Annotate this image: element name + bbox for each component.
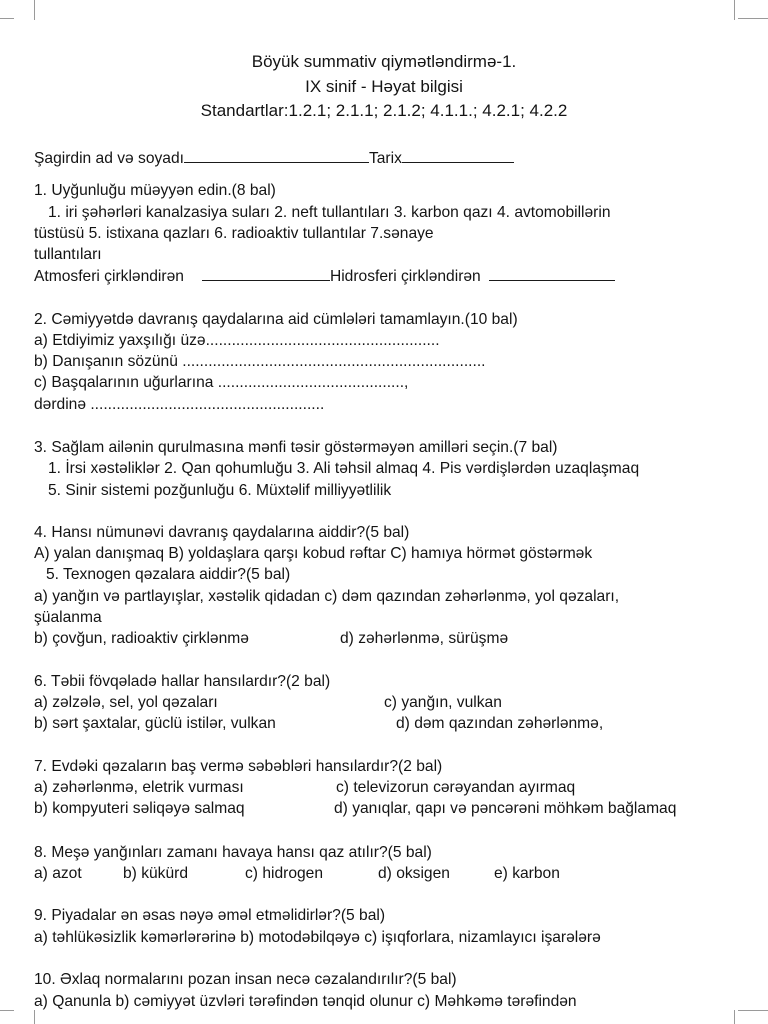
q2-item-c: c) Başqalarının uğurlarına ...........................................,: [34, 374, 409, 391]
q6-title: 6. Təbii fövqəladə hallar hansılardır?(2 bal): [34, 673, 331, 690]
corner-mark: [738, 18, 768, 19]
q8-title: 8. Meşə yanğınları zamanı havaya hansı qaz atılır?(5 bal): [34, 844, 432, 861]
q6-option-b: b) sərt şaxtalar, güclü istilər, vulkan: [34, 715, 276, 732]
q9-title: 9. Piyadalar ən əsas nəyə əməl etməlidirlər?(5 bal): [34, 907, 386, 924]
name-label: Şagirdin ad və soyadı: [34, 150, 184, 167]
q6-option-a: a) zəlzələ, sel, yol qəzaları: [34, 694, 218, 711]
q9-options: a) təhlükəsizlik kəmərlərərinə b) motodəbilqəyə c) işıqforlara, nizamlayıcı işarələrə: [34, 929, 601, 946]
q2-title: 2. Cəmiyyətdə davranış qaydalarına aid cümlələri tamamlayın.(10 bal): [34, 311, 518, 328]
q3-title: 3. Sağlam ailənin qurulmasına mənfi təsir göstərməyən amilləri seçin.(7 bal): [34, 439, 558, 456]
corner-mark: [34, 0, 35, 20]
q5-title: 5. Texnogen qəzalara aiddir?(5 bal): [46, 566, 291, 583]
q8-option: e) karbon: [494, 865, 560, 882]
atmosphere-label: Atmosferi çirkləndirən: [34, 268, 184, 285]
q4-options: A) yalan danışmaq B) yoldaşlara qarşı kobud rəftar C) hamıya hörmət göstərmək: [34, 545, 593, 562]
q2-item-a: a) Etdiyimiz yaxşılığı üzə......................................................: [34, 332, 440, 349]
q7-option-d: d) yanıqlar, qapı və pəncərəni möhkəm bağlamaq: [334, 800, 677, 817]
q5-option-d: d) zəhərlənmə, sürüşmə: [340, 630, 509, 647]
q1-items-line2: tüstüsü 5. istixana qazları 6. radioaktiv tullantılar 7.sənaye: [34, 225, 434, 242]
name-blank[interactable]: [184, 148, 369, 163]
q7-title: 7. Evdəki qəzaların baş vermə səbəbləri hansılardır?(2 bal): [34, 758, 443, 775]
q7-option-b: b) kompyuteri səliqəyə salmaq: [34, 800, 245, 817]
q4-title: 4. Hansı nümunəvi davranış qaydalarına aiddir?(5 bal): [34, 524, 410, 541]
q8-option: b) kükürd: [123, 865, 189, 882]
q1-title: 1. Uyğunluğu müəyyən edin.(8 bal): [34, 182, 276, 199]
q10-title: 10. Əxlaq normalarını pozan insan necə cəzalandırılır?(5 bal): [34, 971, 457, 988]
corner-mark: [0, 18, 14, 19]
q6-option-c: c) yanğın, vulkan: [384, 694, 502, 711]
q8-option: d) oksigen: [378, 865, 450, 882]
q1-items-line1: 1. iri şəhərləri kanalzasiya suları 2. neft tullantıları 3. karbon qazı 4. avtomobillərin: [48, 204, 611, 221]
q5-options-line2: şüalanma: [34, 609, 102, 626]
q3-options-line1: 1. İrsi xəstəliklər 2. Qan qohumluğu 3. Ali təhsil almaq 4. Pis vərdişlərdən uzaqlaşmaq: [48, 460, 640, 477]
q3-options-line2: 5. Sinir sistemi pozğunluğu 6. Müxtəlif milliyyətlilik: [48, 482, 392, 499]
q2-item-d: dərdinə ......................................................: [34, 396, 325, 413]
doc-standards: Standartlar:1.2.1; 2.1.1; 2.1.2; 4.1.1.; 4.2.1; 4.2.2: [200, 101, 568, 120]
q5-options-line1: a) yanğın və partlayışlar, xəstəlik qidadan c) dəm qazından zəhərlənmə, yol qəzaları,: [34, 588, 620, 605]
corner-mark: [0, 1010, 14, 1011]
corner-mark: [734, 0, 735, 20]
q8-option: a) azot: [34, 865, 82, 882]
q2-item-b: b) Danışanın sözünü ......................................................................: [34, 353, 486, 370]
student-line: [34, 148, 514, 169]
date-label: Tarix: [368, 150, 402, 167]
q8-option: c) hidrogen: [245, 865, 324, 882]
corner-mark: [738, 1010, 768, 1011]
corner-mark: [734, 1010, 735, 1024]
q6-option-d: d) dəm qazından zəhərlənmə,: [396, 715, 604, 732]
q5-option-b: b) çovğun, radioaktiv çirklənmə: [34, 630, 249, 647]
q1-answer-line: [34, 266, 615, 287]
doc-title: Böyük summativ qiymətləndirmə-1.: [251, 52, 517, 71]
q7-option-c: c) televizorun cərəyandan ayırmaq: [336, 779, 576, 796]
q7-option-a: a) zəhərlənmə, eletrik vurması: [34, 779, 244, 796]
corner-mark: [34, 1010, 35, 1024]
q10-options: a) Qanunla b) cəmiyyət üzvləri tərəfindən tənqid olunur c) Məhkəmə tərəfindən: [34, 993, 577, 1010]
date-blank[interactable]: [402, 148, 514, 163]
q1-items-line3: tullantıları: [34, 246, 102, 263]
atmosphere-blank[interactable]: [202, 266, 330, 281]
hydrosphere-label: Hidrosferi çirkləndirən: [329, 268, 481, 285]
doc-subtitle: IX sinif - Həyat bilgisi: [305, 77, 463, 96]
hydrosphere-blank[interactable]: [489, 266, 615, 281]
